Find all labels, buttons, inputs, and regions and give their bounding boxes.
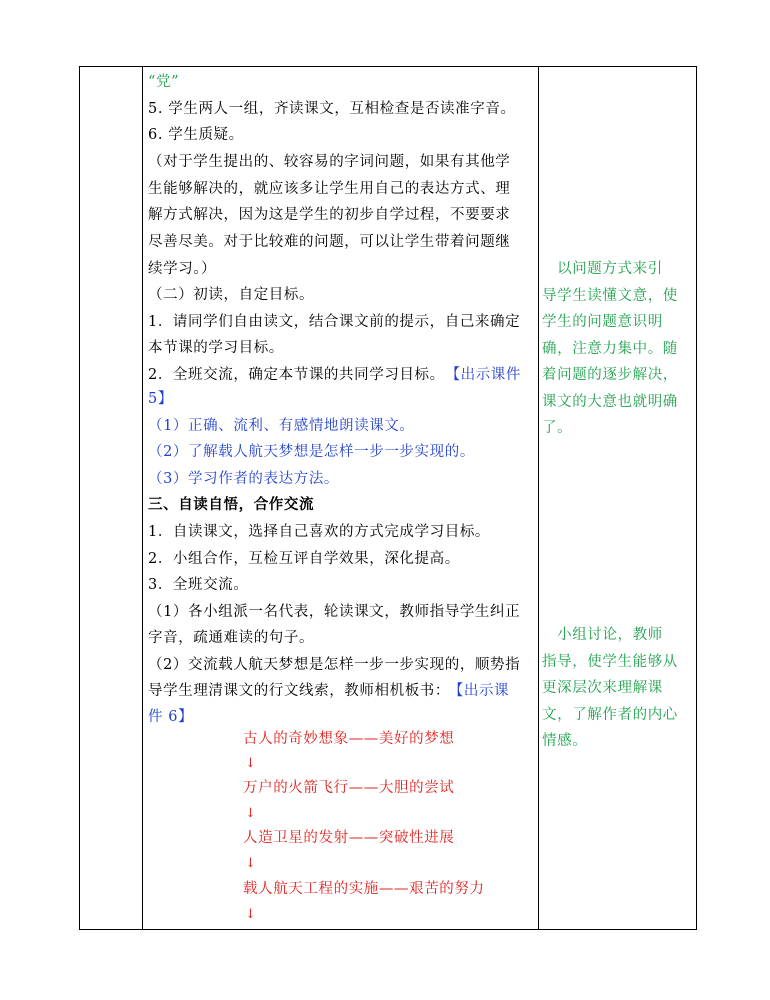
- flow-step-4: 载人航天工程的实施——艰苦的努力: [243, 881, 485, 897]
- flow-step-1: 古人的奇妙想象——美好的梦想: [243, 731, 455, 747]
- section-heading-self-study: 三、自读自悟，合作交流: [148, 496, 315, 513]
- sub-step-1-cont: 字音，疏通难读的句子。: [148, 630, 315, 646]
- courseware-6-tag-cont: 件 6】: [148, 709, 194, 725]
- objective-3: （3）学习作者的表达方法。: [148, 471, 340, 487]
- step-6: 6. 学生质疑。: [148, 127, 244, 143]
- sub-step-2: （2）交流载人航天梦想是怎样一步一步实现的，顺势指: [148, 657, 521, 673]
- goal-step-2: [148, 365, 530, 385]
- study-step-3: 3．全班交流。: [148, 577, 249, 593]
- objective-2: （2）了解载人航天梦想是怎样一步一步实现的。: [148, 444, 475, 460]
- down-arrow-icon: ↓: [245, 907, 256, 922]
- sub-step-1: （1）各小组派一名代表，轮读课文，教师指导学生纠正: [148, 604, 521, 620]
- down-arrow-icon: ↓: [245, 856, 256, 871]
- courseware-6-tag: 【出示课: [456, 683, 510, 699]
- note-para-line: 解方式解决，因为这是学生的初步自学过程，不要要求: [148, 207, 511, 223]
- down-arrow-icon: ↓: [245, 806, 256, 821]
- column-divider-left: [142, 67, 143, 929]
- goal-step-1-cont: 本节课的学习目标。: [148, 340, 284, 356]
- step-5: 5. 学生两人一组，齐读课文，互相检查是否读准字音。: [148, 101, 516, 117]
- objective-1: （1）正确、流利、有感情地朗读课文。: [148, 418, 415, 434]
- courseware-5-tag-cont: 5】: [148, 391, 173, 407]
- study-step-1: 1．自读课文，选择自己喜欢的方式完成学习目标。: [148, 524, 491, 540]
- goal-step-1: 1．请同学们自由读文，结合课文前的提示，自己来确定: [148, 314, 521, 330]
- down-arrow-icon: ↓: [245, 756, 256, 771]
- note-para-line: 续学习。）: [148, 261, 217, 277]
- goal-step-2-text: 2．全班交流，确定本节课的共同学习目标。: [148, 367, 445, 383]
- note-para-line: 生能够解决的，就应该多让学生用自己的表达方式、理: [148, 181, 511, 197]
- note-para-line: 尽善尽美。对于比较难的问题，可以让学生带着问题继: [148, 234, 511, 250]
- note-para-line: （对于学生提出的、较容易的字词问题，如果有其他学: [148, 154, 511, 170]
- sub-step-2-text: 导学生理清课文的行文线索，教师相机板书：: [148, 683, 450, 699]
- column-divider-right: [538, 67, 539, 929]
- section-heading-first-read: （二）初读，自定目标。: [148, 287, 315, 303]
- courseware-5-tag: 【出示课件: [452, 367, 521, 383]
- sub-step-2-cont: [148, 681, 530, 701]
- flow-step-3: 人造卫星的发射——突破性进展: [243, 830, 455, 846]
- flow-step-2: 万户的火箭飞行——大胆的尝试: [243, 780, 455, 796]
- quoted-character: “党”: [148, 74, 180, 90]
- study-step-2: 2．小组合作，互检互评自学效果，深化提高。: [148, 551, 460, 567]
